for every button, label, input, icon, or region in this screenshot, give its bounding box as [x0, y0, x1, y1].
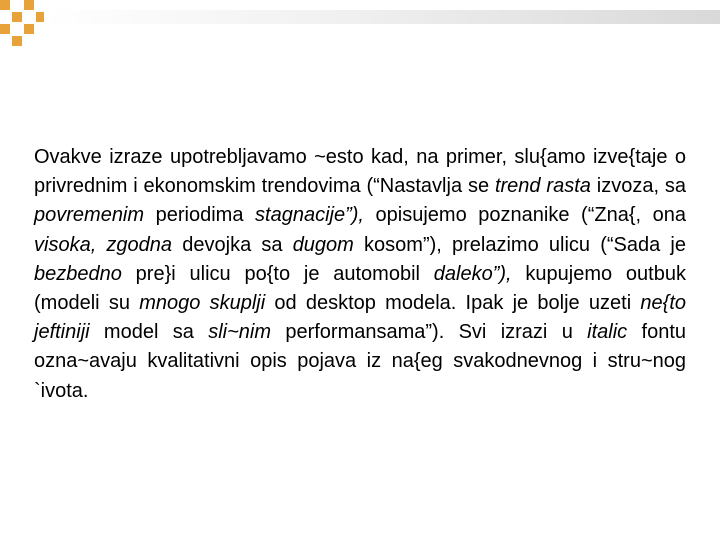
decor-square	[12, 12, 22, 22]
decor-square	[12, 36, 22, 46]
decor-square	[24, 24, 34, 34]
text-run: performansama”). Svi izrazi u	[270, 321, 588, 344]
text-run: kupujemo outbuk (modeli su	[34, 262, 686, 315]
italic-phrase: trend rasta	[494, 175, 591, 198]
text-run: izvoza, sa	[590, 175, 687, 198]
text-run: model sa	[89, 321, 209, 344]
italic-phrase: italic	[587, 321, 628, 344]
italic-phrase: dugom	[292, 233, 354, 256]
text-run: devojka sa	[172, 233, 293, 256]
text-run: opisujemo poznanike (“Zna{, ona	[363, 204, 687, 227]
text-run: od desktop modela. Ipak je bolje uzeti	[265, 292, 641, 315]
text-run: Ovakve izraze upotrebljavamo ~esto kad, na primer, slu{amo izve{taje o privrednim i ekonomskim trendovima (“Nastavlja se	[34, 146, 686, 198]
italic-phrase: sli~nim	[208, 321, 271, 344]
top-gradient-bar	[44, 10, 720, 24]
text-run: kosom”), prelazimo ulicu (“Sada je	[353, 233, 686, 256]
decor-square	[0, 0, 10, 10]
italic-phrase: bezbedno	[34, 262, 122, 285]
corner-decoration	[0, 0, 60, 50]
italic-phrase: stagnacije”),	[255, 204, 364, 227]
text-run: fontu ozna~avaju kvalitativni opis pojava iz na{eg svakodnevnog i stru~nog `ivota.	[34, 321, 687, 402]
italic-phrase: ne{to jeftiniji	[34, 292, 686, 344]
text-run: pre}i ulicu po{to je automobil	[121, 262, 434, 285]
italic-phrase: visoka, zgodna	[34, 233, 173, 256]
italic-phrase: mnogo skuplji	[139, 292, 266, 315]
decor-square	[0, 24, 10, 34]
italic-phrase: daleko”),	[433, 262, 512, 285]
text-run: periodima	[144, 204, 256, 227]
decor-square	[24, 0, 34, 10]
italic-phrase: povremenim	[34, 204, 145, 227]
body-paragraph	[34, 143, 686, 406]
